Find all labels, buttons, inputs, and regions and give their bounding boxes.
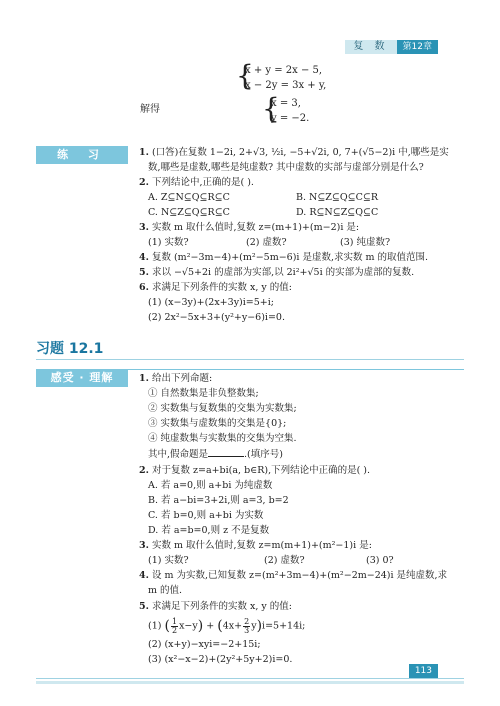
solution-system (262, 92, 310, 126)
sub-item: (2) 2x²−5x+3+(y²+y−6)i=0. (148, 312, 285, 323)
sub-item: m 的值. (148, 585, 183, 596)
footer-rule (36, 678, 464, 679)
list-item: 3. 实数 m 取什么值时,复数 z=(m+1)+(m−2)i 是: (139, 222, 360, 233)
sub-item: (2) (x+y)−xyi=−2+15i; (148, 639, 261, 650)
proposition: ① 自然数集是非负整数集; (148, 388, 259, 399)
equation-system (236, 59, 327, 93)
proposition: ② 实数集与复数集的交集为实数集; (148, 403, 297, 414)
page-number: 113 (409, 664, 438, 678)
list-item: 4. 设 m 为实数,已知复数 z=(m²+3m−4)+(m²−2m−24)i 是纯虚数,求 (139, 570, 448, 581)
chapter-header (345, 40, 438, 54)
sub-item: (2) 虚数? (264, 555, 305, 566)
choice-b: B. 若 a−bi=3+2i,则 a=3, b=2 (148, 495, 289, 506)
sub-item: (2) 虚数? (246, 237, 287, 248)
choice-c: C. N⊆Z⊆Q⊆R⊆C (148, 207, 230, 218)
equation-line: x − 2y = 3x + y, (245, 80, 327, 91)
choice-a: A. Z⊆N⊆Q⊆R⊆C (148, 192, 230, 203)
fraction-half: $\frac{1}{2}$ (171, 616, 178, 635)
banner-rule (128, 369, 464, 370)
chapter-number: 第12章 (397, 40, 438, 54)
choice-a: A. 若 a=0,则 a+bi 为纯虚数 (148, 480, 273, 491)
chapter-name: 复 数 (345, 40, 396, 54)
list-item: 2. 下列结论中,正确的是( ). (139, 177, 254, 188)
choice-b: B. N⊆Z⊆Q⊆C⊆R (296, 192, 378, 203)
equation-line: x + y = 2x − 5, (245, 65, 323, 76)
list-item: 3. 实数 m 取什么值时,复数 z=m(m+1)+(m²−1)i 是: (139, 540, 372, 551)
list-item: 1. (口答)在复数 1−2i, 2+√3, ½i, −5+√2i, 0, 7+(√5−2)i 中,哪些是实 (139, 147, 449, 158)
solution-label: 解得 (140, 104, 160, 115)
answer-blank[interactable] (208, 447, 244, 457)
list-item: 1. 给出下列命题: (139, 373, 213, 384)
list-item: 5. 求满足下列条件的实数 x, y 的值: (139, 601, 292, 612)
brace-glyph: { (236, 59, 254, 92)
sub-item: (3) (x²−x−2)+(2y²+5y+2)i=0. (148, 654, 293, 665)
exercise-banner: 感受 · 理解 (36, 369, 128, 387)
sub-item: (1) 实数? (148, 555, 189, 566)
proposition: ④ 纯虚数集与实数集的交集为空集. (148, 433, 297, 444)
fraction-two-thirds: $\frac{2}{3}$ (244, 616, 250, 635)
list-item: 6. 求满足下列条件的实数 x, y 的值: (139, 282, 292, 293)
choice-c: C. 若 b=0,则 a+bi 为实数 (148, 510, 264, 521)
list-item: 5. 求以 −√5+2i 的虚部为实部,以 2i²+√5i 的实部为虚部的复数. (139, 267, 415, 278)
section-divider (36, 359, 464, 360)
brace-glyph: { (262, 92, 280, 125)
proposition: ③ 实数集与虚数集的交集是{0}; (148, 418, 287, 429)
sub-item: (3) 纯虚数? (340, 237, 391, 248)
sub-item: (1) (x−3y)+(2x+3y)i=5+i; (148, 297, 275, 308)
sub-item: (1) 实数? (148, 237, 189, 248)
section-title: 习题 12.1 (36, 341, 104, 357)
list-item: 数,哪些是虚数,哪些是纯虚数? 其中虚数的实部与虚部分别是什么? (148, 162, 424, 173)
list-item: 4. 复数 (m²−3m−4)+(m²−5m−6)i 是虚数,求实数 m 的取值范围. (139, 252, 429, 263)
choice-d: D. 若 a=b=0,则 z 不是复数 (148, 525, 270, 536)
footer-band (36, 681, 464, 684)
fill-blank-line: 其中,假命题是 .(填序号) (148, 449, 283, 460)
solution-line: y = −2. (271, 113, 310, 124)
choice-d: D. R⊆N⊆Z⊆Q⊆C (296, 207, 379, 218)
practice-banner: 练 习 (36, 146, 128, 164)
sub-item: (3) 0? (366, 555, 394, 566)
solution-line: x = 3, (271, 98, 301, 109)
equation-with-fractions: (1) ( $\frac{1}{2}$ x−y) + (4x+ $\frac{2}{3}$ y)i=5+14i; (148, 616, 306, 635)
list-item: 2. 对于复数 z=a+bi(a, b∈R),下列结论中正确的是( ). (139, 465, 371, 476)
